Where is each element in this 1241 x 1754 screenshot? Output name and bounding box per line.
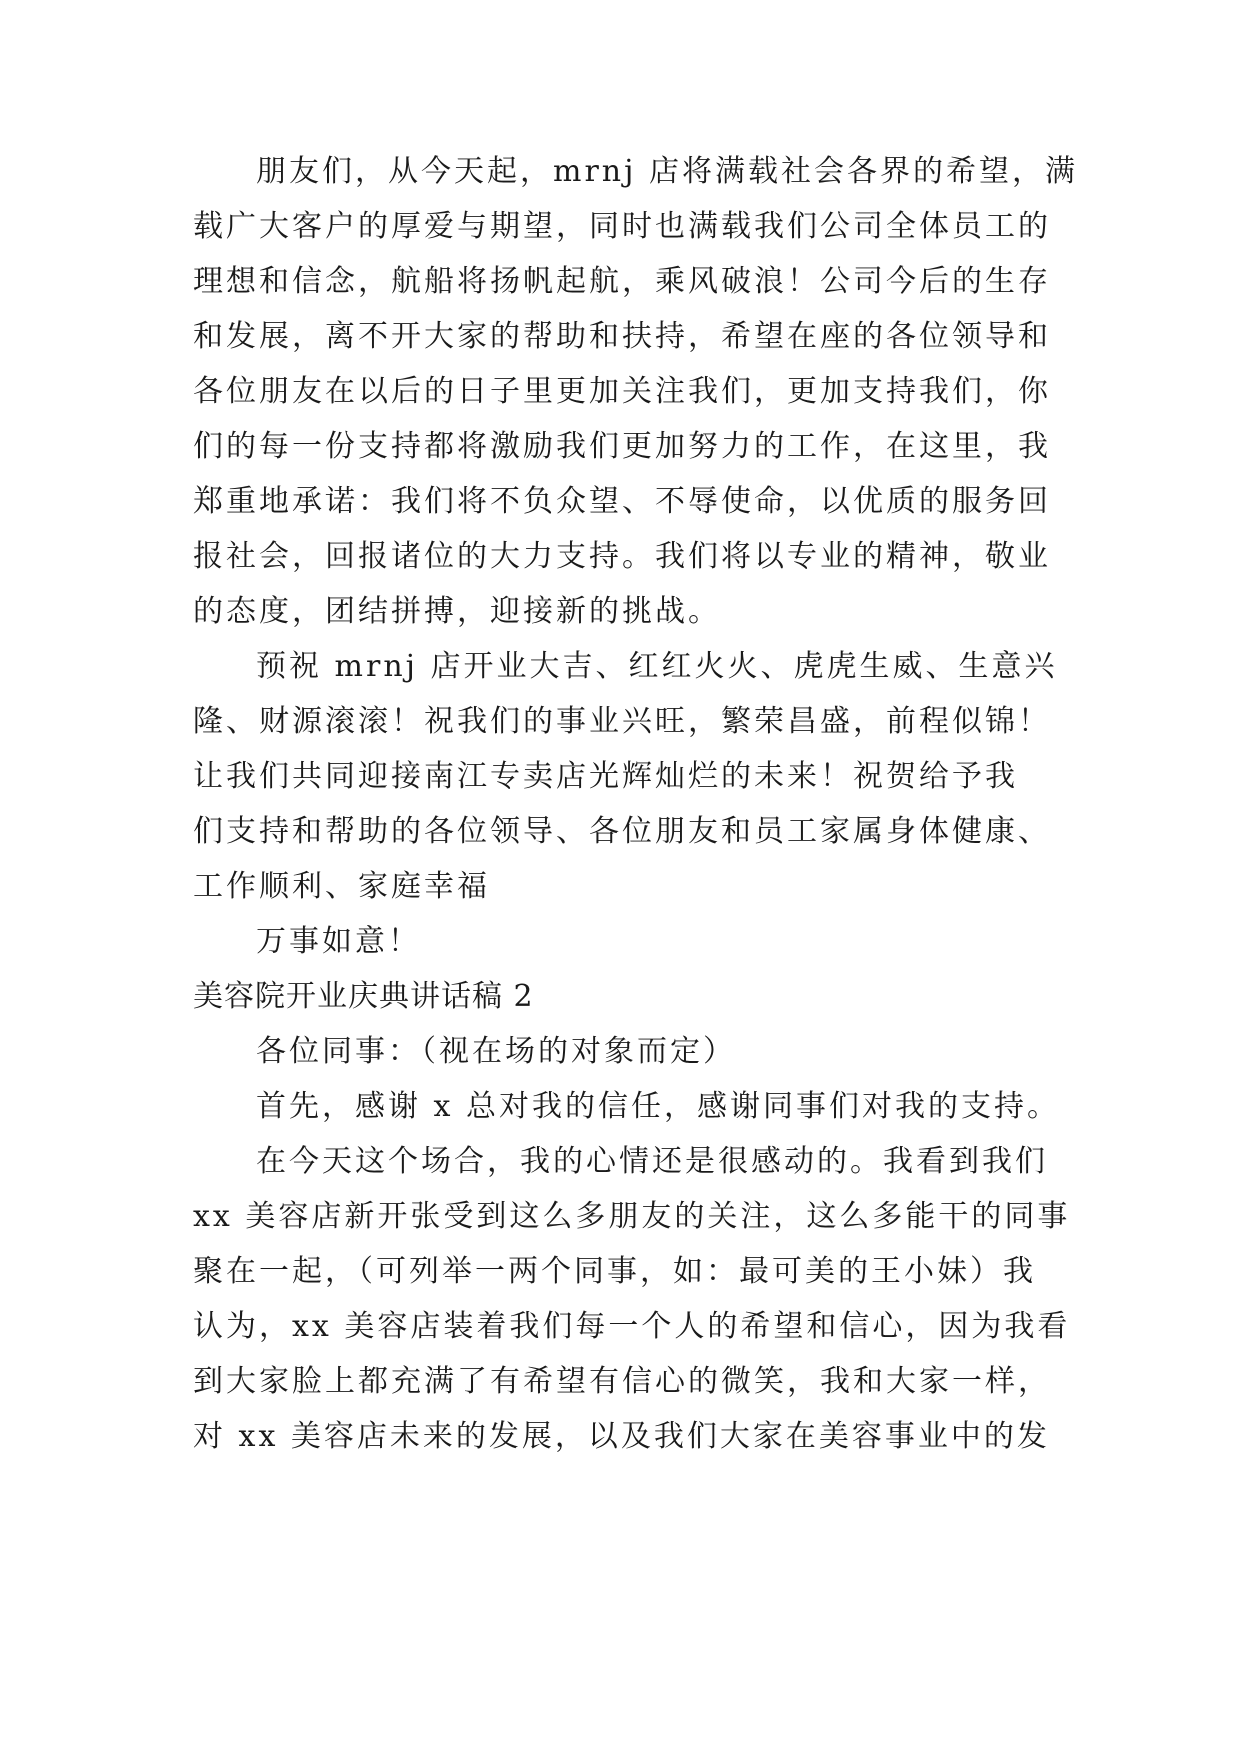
paragraph-line: 对 xx 美容店未来的发展，以及我们大家在美容事业中的发 (193, 1419, 1050, 1454)
paragraph-line: 郑重地承诺：我们将不负众望、不辱使命，以优质的服务回 (193, 484, 1051, 519)
paragraph-line: xx 美容店新开张受到这么多朋友的关注，这么多能干的同事 (193, 1199, 1071, 1234)
paragraph-line: 报社会，回报诸位的大力支持。我们将以专业的精神，敬业 (193, 539, 1051, 574)
paragraph-line: 让我们共同迎接南江专卖店光辉灿烂的未来！祝贺给予我 (193, 759, 1018, 794)
paragraph-line: 理想和信念，航船将扬帆起航，乘风破浪！公司今后的生存 (193, 264, 1051, 299)
paragraph-line: 和发展，离不开大家的帮助和扶持，希望在座的各位领导和 (193, 319, 1051, 354)
paragraph-line: 的态度，团结拼搏，迎接新的挑战。 (193, 594, 721, 629)
paragraph-line: 到大家脸上都充满了有希望有信心的微笑，我和大家一样， (193, 1364, 1051, 1399)
paragraph-line: 认为，xx 美容店装着我们每一个人的希望和信心，因为我看 (193, 1309, 1071, 1344)
paragraph-line: 聚在一起，（可列举一两个同事，如：最可美的王小妹）我 (193, 1254, 1036, 1289)
paragraph-line: 各位同事：（视在场的对象而定） (256, 1034, 736, 1069)
paragraph-line: 各位朋友在以后的日子里更加关注我们，更加支持我们，你 (193, 374, 1051, 409)
paragraph-line: 首先，感谢 x 总对我的信任，感谢同事们对我的支持。 (256, 1089, 1060, 1124)
paragraph-line: 工作顺利、家庭幸福 (193, 869, 490, 904)
paragraph-line: 隆、财源滚滚！祝我们的事业兴旺，繁荣昌盛，前程似锦！ (193, 704, 1051, 739)
paragraph-line: 预祝 mrnj 店开业大吉、红红火火、虎虎生威、生意兴 (256, 649, 1058, 684)
paragraph-line: 万事如意！ (256, 924, 421, 959)
paragraph-line: 们的每一份支持都将激励我们更加努力的工作，在这里，我 (193, 429, 1051, 464)
paragraph-line: 朋友们，从今天起，mrnj 店将满载社会各界的希望，满 (256, 154, 1078, 189)
section-heading: 美容院开业庆典讲话稿 2 (193, 979, 534, 1014)
paragraph-line: 载广大客户的厚爱与期望，同时也满载我们公司全体员工的 (193, 209, 1051, 244)
paragraph-line: 在今天这个场合，我的心情还是很感动的。我看到我们 (256, 1144, 1048, 1179)
paragraph-line: 们支持和帮助的各位领导、各位朋友和员工家属身体健康、 (193, 814, 1051, 849)
